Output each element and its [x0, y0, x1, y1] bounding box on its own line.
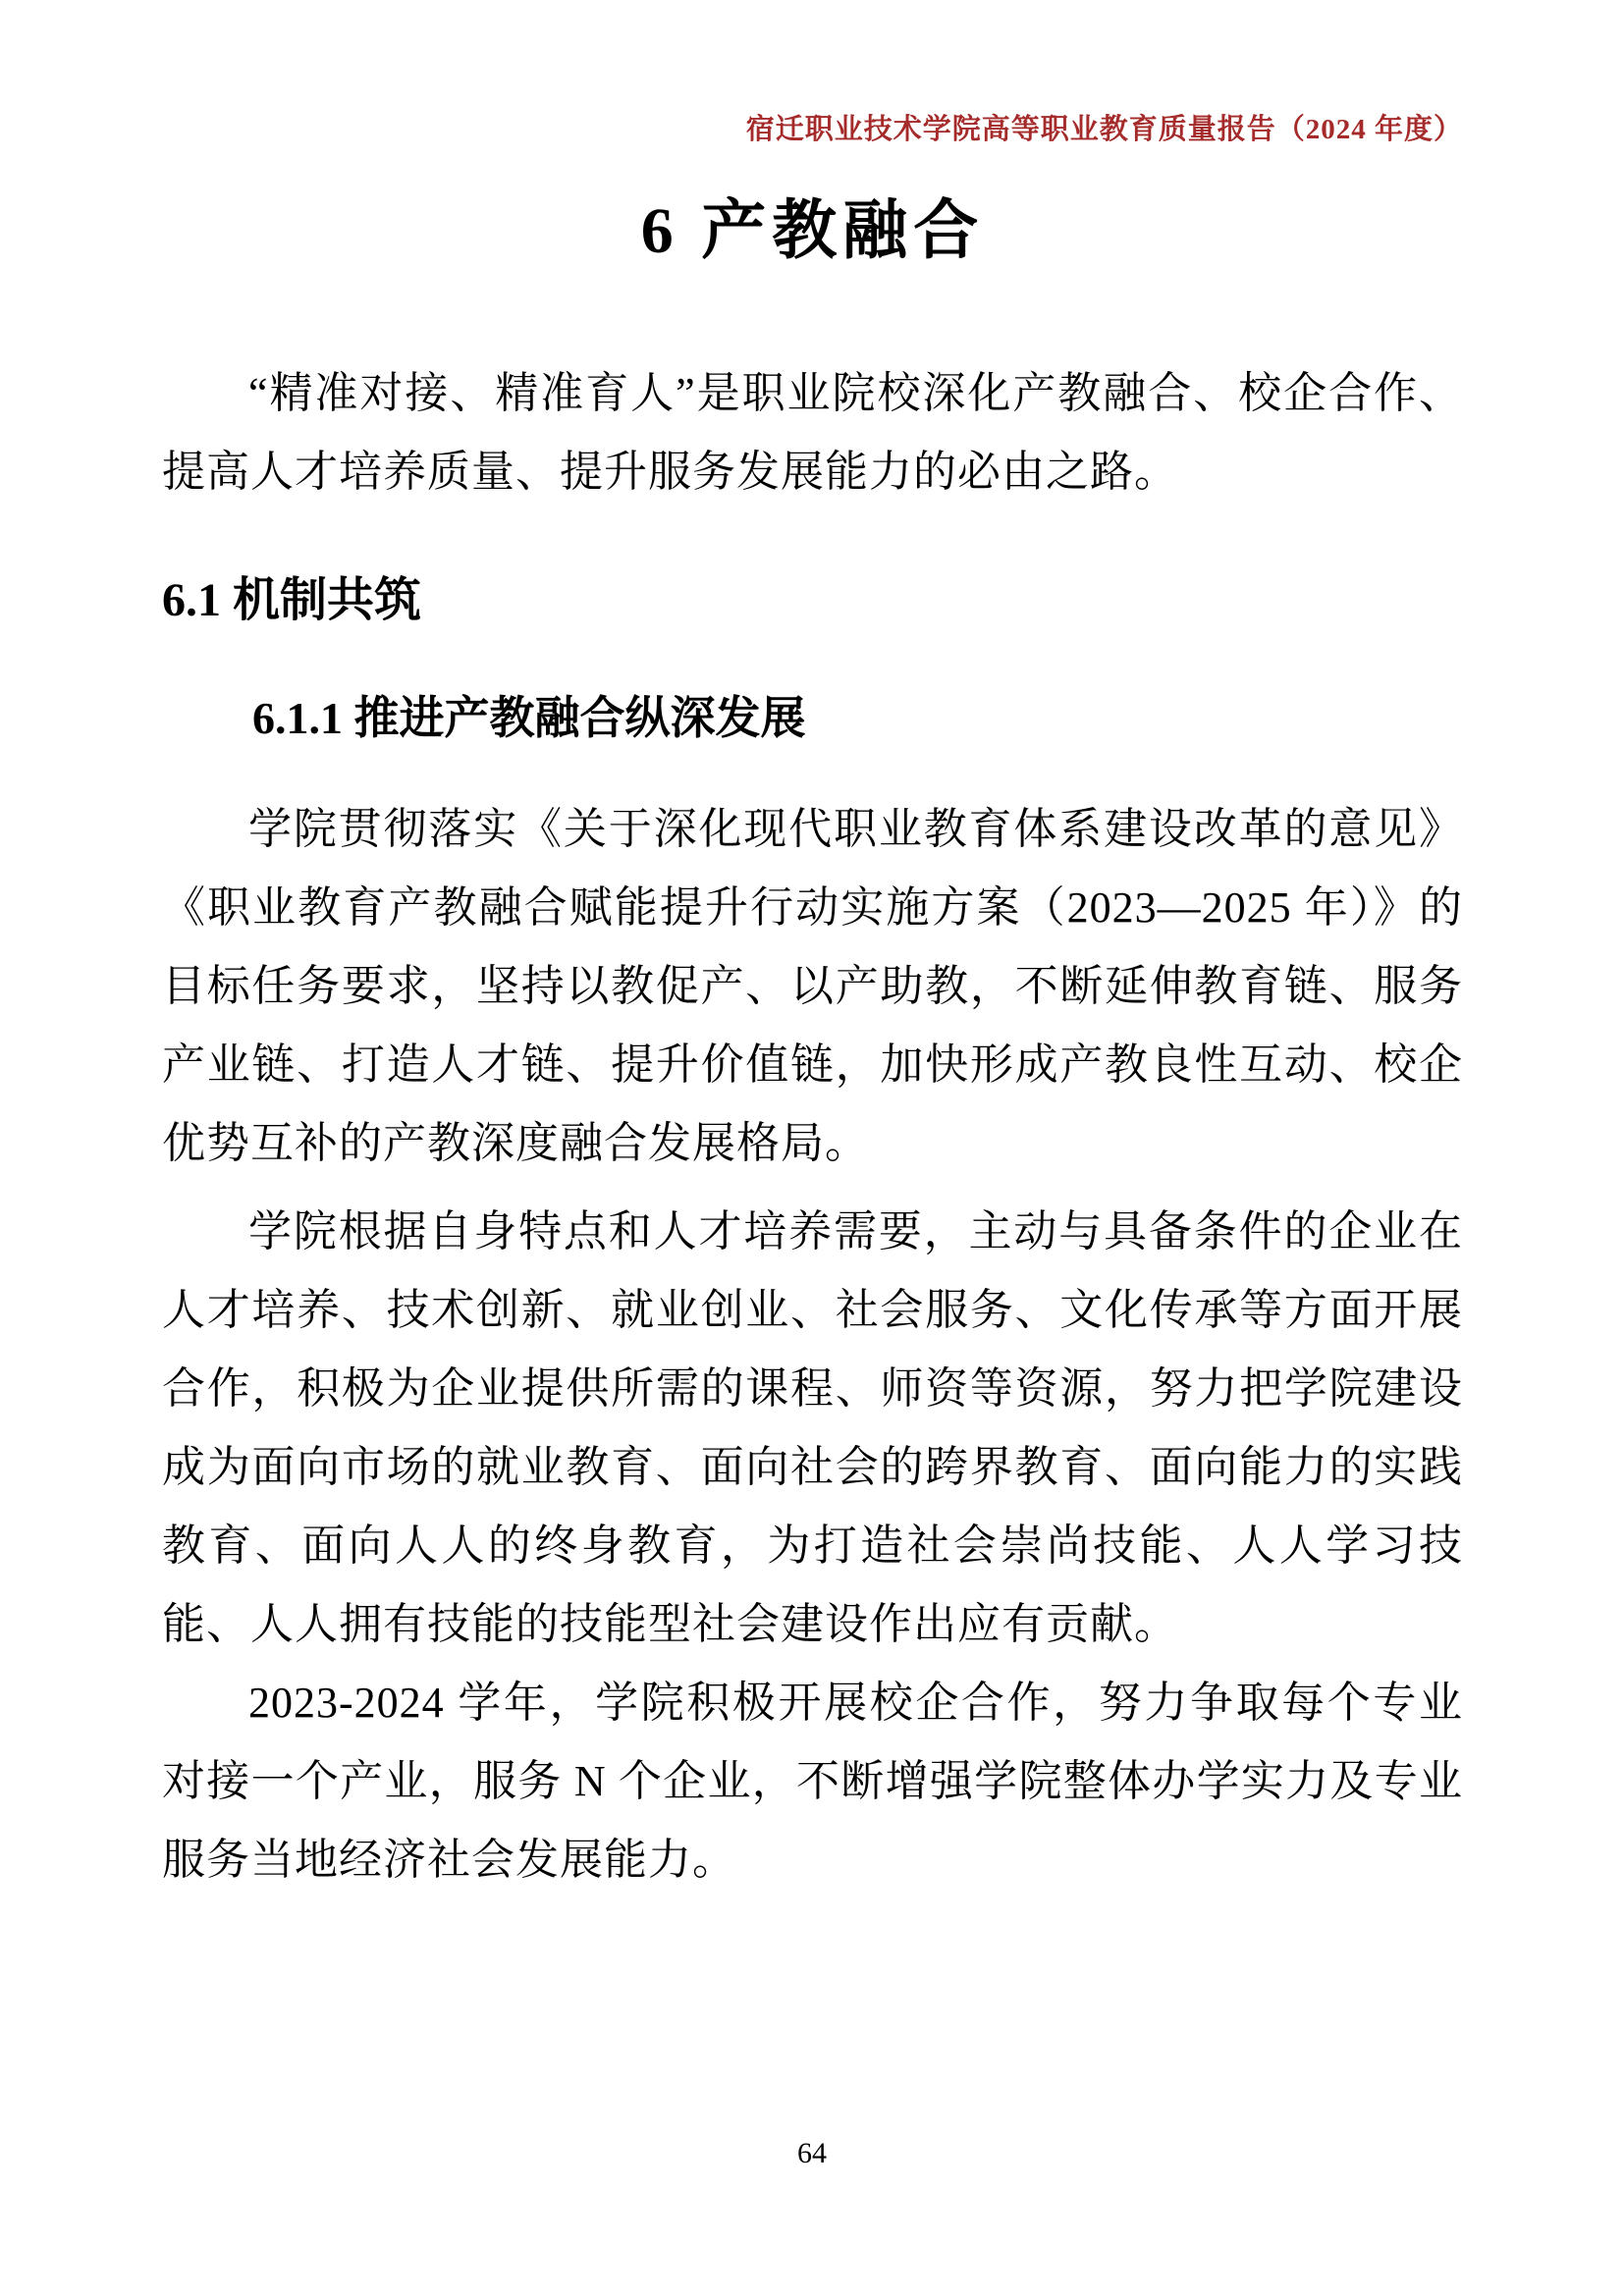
paragraph-schoolyear: 2023-2024 学年，学院积极开展校企合作，努力争取每个专业对接一个产业，服务 N 个企业，不断增强学院整体办学实力及专业服务当地经济社会发展能力。	[162, 1679, 1463, 1885]
section-heading-6-1: 6.1 机制共筑	[162, 573, 422, 626]
subsection-heading-6-1-1: 6.1.1 推进产教融合纵深发展	[252, 693, 806, 744]
intro-paragraph: “精准对接、精准育人”是职业院校深化产教融合、校企合作、提高人才培养质量、提升服务发展能力的必由之路。	[162, 368, 1463, 496]
page-number: 64	[797, 2137, 827, 2169]
chapter-title: 6 产教融合	[640, 195, 985, 267]
paragraph-cooperation: 学院根据自身特点和人才培养需要，主动与具备条件的企业在人才培养、技术创新、就业创业、社会服务、文化传承等方面开展合作，积极为企业提供所需的课程、师资等资源，努力把学院建设成为面向市场的就业教育、面向社会的跨界教育、面向能力的实践教育、面向人人的终身教育，为打造社会崇尚技能、人人学习技能、人人拥有技能的技能型社会建设作出应有贡献。	[162, 1207, 1463, 1649]
running-header: 宿迁职业技术学院高等职业教育质量报告（2024 年度）	[745, 114, 1463, 145]
paragraph-policy: 学院贯彻落实《关于深化现代职业教育体系建设改革的意见》《职业教育产教融合赋能提升行动实施方案（2023—2025 年）》的目标任务要求，坚持以教促产、以产助教，不断延伸教育链、服务产业链、打造人才链、提升价值链，加快形成产教良性互动、校企优势互补的产教深度融合发展格局。	[162, 805, 1463, 1168]
